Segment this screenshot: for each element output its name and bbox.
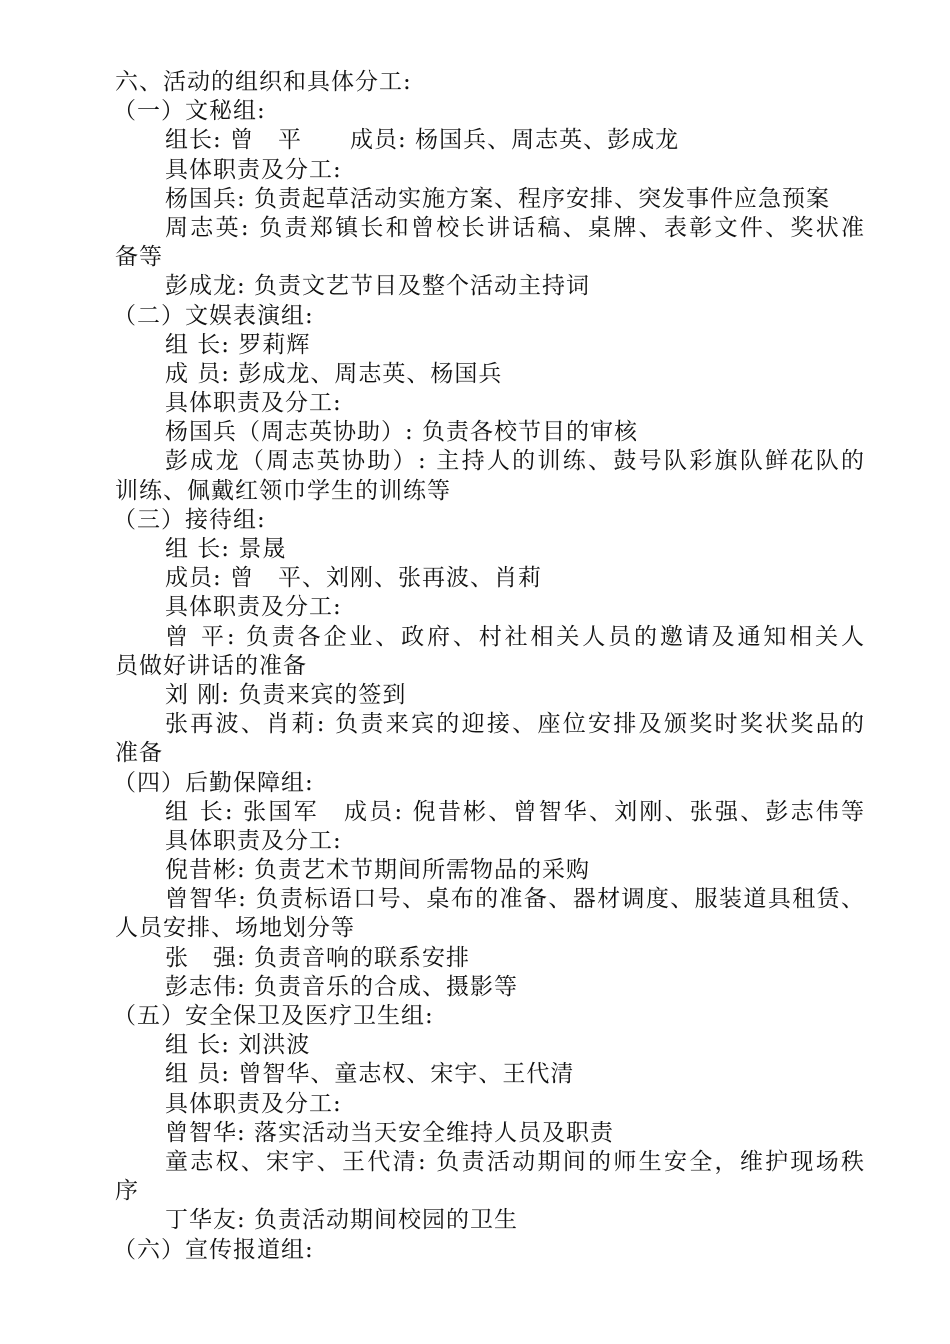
group-heading-secretarial: （一）文秘组: [113,98,266,125]
text-line: 具体职责及分工: [165,594,342,621]
text-line: 刘 刚: 负责来宾的签到 [165,681,407,708]
text-line: 曾 平: 负责各企业、政府、村社相关人员的邀请及通知相关人 [165,623,865,650]
text-line: 杨国兵: 负责起草活动实施方案、程序安排、突发事件应急预案 [165,185,831,212]
text-line: 成 员: 彭成龙、周志英、杨国兵 [165,360,503,387]
text-line: 丁华友: 负责活动期间校园的卫生 [165,1207,519,1234]
text-line: 曾智华: 负责标语口号、桌布的准备、器材调度、服装道具租赁、 [165,886,865,913]
text-line: 组 长: 景晟 [165,536,287,562]
text-line: 具体职责及分工: [165,1090,342,1117]
text-line: 组 长: 张国军 成员: 倪昔彬、曾智华、刘刚、张强、彭志伟等 [165,798,865,825]
text-line-continuation: 训练、佩戴红领巾学生的训练等 [115,477,451,504]
text-line: 组 长: 罗莉辉 [165,331,311,358]
text-line-continuation: 备等 [115,244,163,271]
group-heading-performance: （二）文娱表演组: [113,302,314,329]
text-line-continuation: 准备 [115,740,163,767]
text-line: 张 强: 负责音响的联系安排 [165,944,471,971]
text-line: 组长: 曾 平 成员: 杨国兵、周志英、彭成龙 [165,127,680,154]
text-line: 彭志伟: 负责音乐的合成、摄影等 [165,973,519,1000]
text-line: 成员: 曾 平、刘刚、张再波、肖莉 [165,565,543,592]
text-line: 周志英: 负责郑镇长和曾校长讲话稿、桌牌、表彰文件、奖状准 [165,214,865,241]
text-line: 彭成龙: 负责文艺节目及整个活动主持词 [165,273,591,300]
text-line-continuation: 序 [115,1178,139,1205]
text-line: 杨国兵（周志英协助）: 负责各校节目的审核 [165,419,639,446]
text-line: 具体职责及分工: [165,390,342,417]
group-heading-publicity: （六）宣传报道组: [113,1236,314,1263]
text-line: 童志权、宋宇、王代清: 负责活动期间的师生安全，维护现场秩 [165,1148,865,1175]
text-line-continuation: 员做好讲话的准备 [115,652,307,679]
text-line: 具体职责及分工: [165,827,342,854]
group-heading-reception: （三）接待组: [113,506,266,533]
text-line: 组 长: 刘洪波 [165,1032,311,1059]
group-heading-security-medical: （五）安全保卫及医疗卫生组: [113,1003,434,1029]
text-line: 曾智华: 落实活动当天安全维持人员及职责 [165,1119,615,1146]
document-body [115,68,865,1265]
text-line-continuation: 人员安排、场地划分等 [115,915,355,942]
text-line: 张再波、肖莉: 负责来宾的迎接、座位安排及颁奖时奖状奖品的 [165,711,865,738]
text-line: 组 员: 曾智华、童志权、宋宇、王代清 [165,1061,575,1088]
group-heading-logistics: （四）后勤保障组: [113,769,314,796]
text-line: 倪昔彬: 负责艺术节期间所需物品的采购 [165,857,591,884]
text-line: 具体职责及分工: [165,156,342,183]
section-heading: 六、活动的组织和具体分工: [115,69,412,95]
text-line: 彭成龙（周志英协助）: 主持人的训练、鼓号队彩旗队鲜花队的 [165,448,865,475]
